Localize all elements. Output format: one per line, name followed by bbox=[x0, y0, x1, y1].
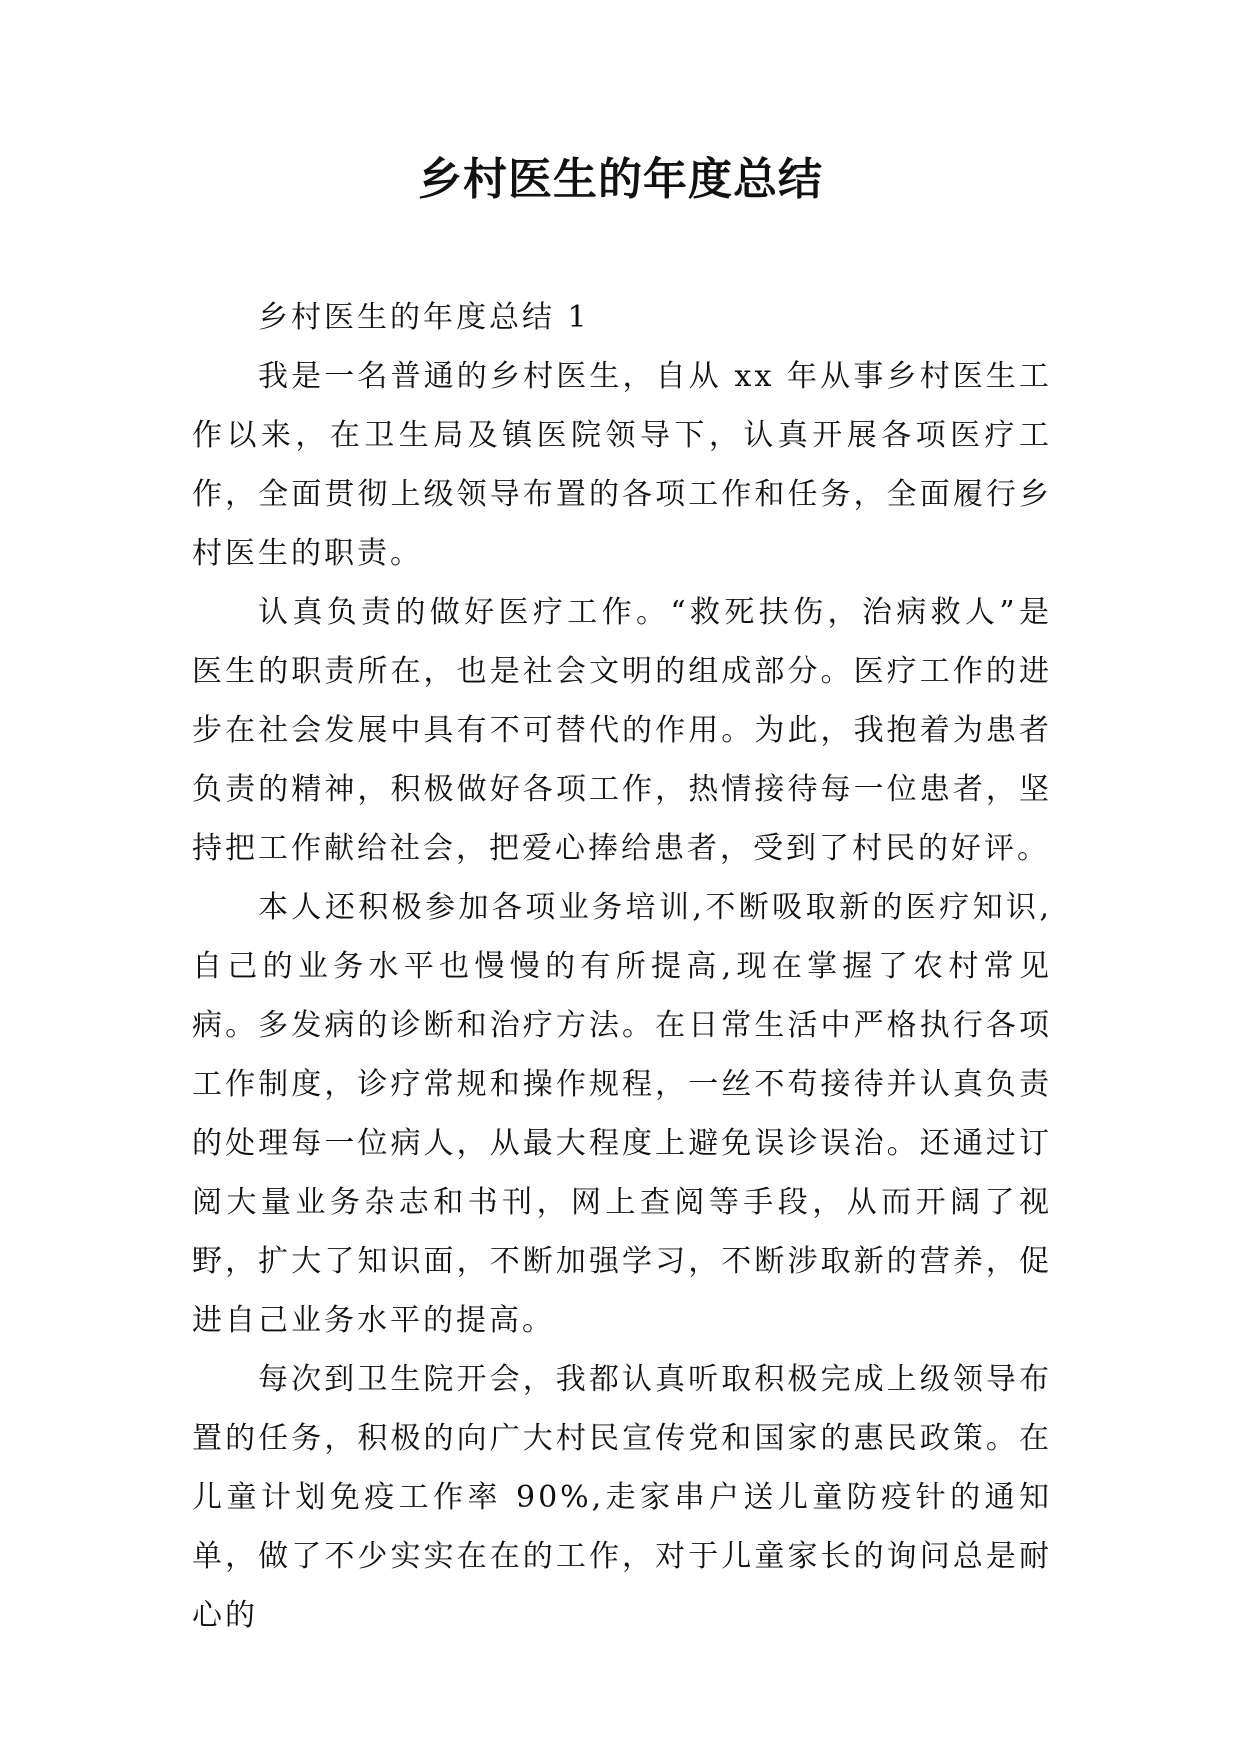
document-body bbox=[192, 288, 1052, 1645]
paragraph: 认真负责的做好医疗工作。“救死扶伤，治病救人”是医生的职责所在，也是社会文明的组成部分。医疗工作的进步在社会发展中具有不可替代的作用。为此，我抱着为患者负责的精神，积极做好各项工作，热情接待每一位患者，坚持把工作献给社会，把爱心捧给患者，受到了村民的好评。 bbox=[192, 595, 1052, 866]
section-heading: 乡村医生的年度总结 1 bbox=[258, 300, 590, 335]
paragraph: 本人还积极参加各项业务培训,不断吸取新的医疗知识,自己的业务水平也慢慢的有所提高,现在掌握了农村常见病。多发病的诊断和治疗方法。在日常生活中严格执行各项工作制度，诊疗常规和操作规程，一丝不苟接待并认真负责的处理每一位病人，从最大程度上避免误诊误治。还通过订阅大量业务杂志和书刊，网上查阅等手段，从而开阔了视野，扩大了知识面，不断加强学习，不断涉取新的营养，促进自己业务水平的提高。 bbox=[192, 890, 1052, 1338]
paragraph: 我是一名普通的乡村医生，自从 xx 年从事乡村医生工作以来，在卫生局及镇医院领导下，认真开展各项医疗工作，全面贯彻上级领导布置的各项工作和任务，全面履行乡村医生的职责。 bbox=[192, 359, 1052, 571]
document-title: 乡村医生的年度总结 bbox=[418, 154, 823, 205]
paragraph: 每次到卫生院开会，我都认真听取积极完成上级领导布置的任务，积极的向广大村民宣传党和国家的惠民政策。在儿童计划免疫工作率 90%,走家串户送儿童防疫针的通知单，做了不少实实在在的工作，对于儿童家长的询问总是耐心的 bbox=[192, 1362, 1052, 1633]
